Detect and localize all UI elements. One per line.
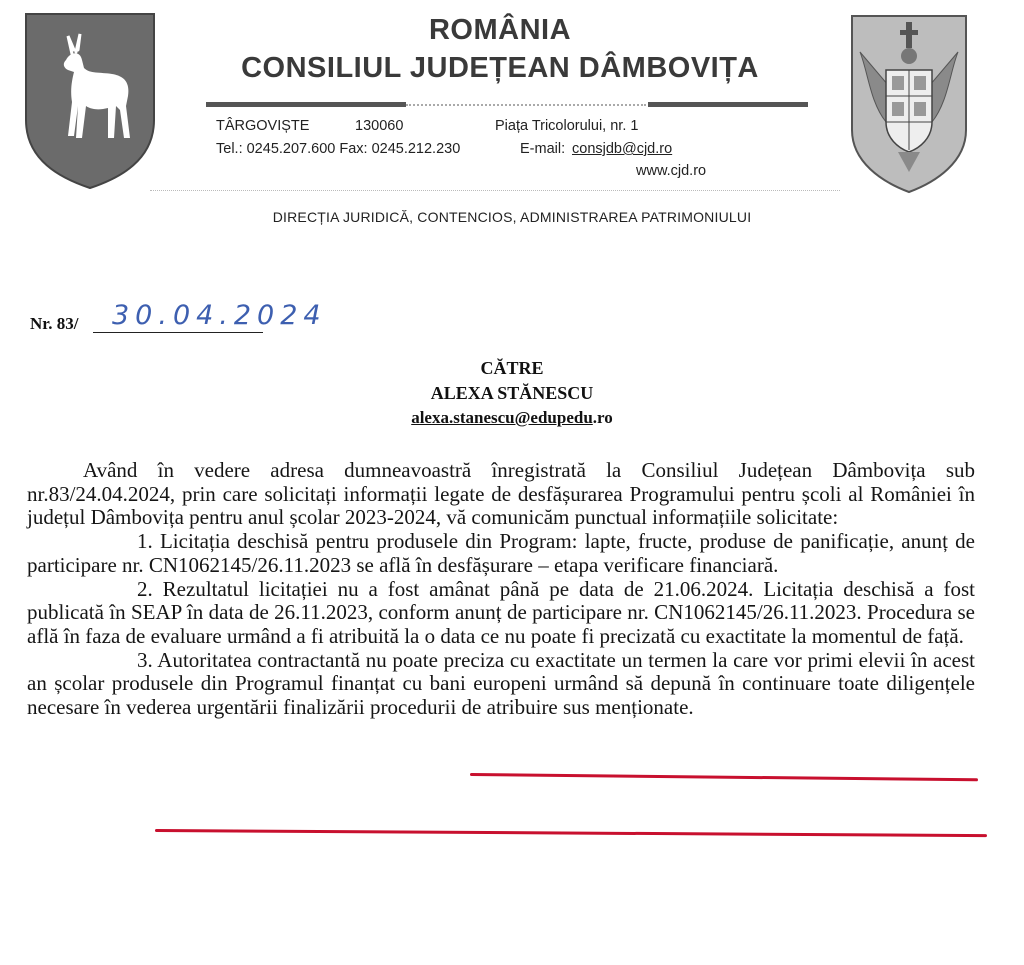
address-city: TÂRGOVIȘTE: [216, 118, 310, 134]
romania-coat-of-arms-icon: [848, 12, 970, 194]
addressee-email: [0, 408, 1024, 428]
reference-number: Nr. 83/: [30, 314, 79, 333]
reference-underline: [93, 332, 263, 333]
red-underline-point-3: [155, 829, 987, 837]
address-street: Piața Tricolorului, nr. 1: [495, 118, 639, 134]
header-bar-left: [206, 102, 406, 107]
point-2-text: 2. Rezultatul licitației nu a fost amânat până pe data de 21.06.2024. Licitația deschisă a fost publicată în SEAP în data de 26.11.2023, conform anunț de participare nr. CN1062145/26.11.2023.: [27, 576, 975, 625]
address-postal-code: 130060: [355, 118, 404, 134]
red-underline-point-2: [470, 773, 978, 781]
phone-fax: Tel.: 0245.207.600 Fax: 0245.212.230: [216, 141, 461, 157]
directorate-name: DIRECȚIA JURIDICĂ, CONTENCIOS, ADMINISTRAREA PATRIMONIULUI: [272, 209, 752, 225]
point-1-paragraph: 1. Licitația deschisă pentru produsele din Program: lapte, fructe, produse de panificație, anunț de participare nr. CN1062145/26.11.2023 se află în desfășurare – etapa verificare financiară.: [27, 529, 975, 577]
institution-title: CONSILIUL JUDEȚEAN DÂMBOVIȚA: [241, 52, 759, 84]
addressee-email-user[interactable]: alexa.stanescu@edupedu: [411, 408, 593, 427]
email-label: E-mail:: [520, 141, 566, 157]
intro-paragraph: Având în vedere adresa dumneavoastră înregistrată la Consiliul Județean Dâmbovița sub nr.83/24.04.2024, prin care solicitați informații legate de desfășurarea Programului pentru școli al României în județul Dâmbovița pentru anul școlar 2023-2024, vă comunicăm punctual informațiile solicitate:: [27, 458, 975, 530]
point-2-highlighted-text: Procedura se află în faza de evaluare urmând a fi atribuită la o data ce nu poate fi precizată cu exactitate la momentul de față.: [27, 600, 975, 648]
header-bar-dotted: [406, 104, 646, 106]
addressee-email-tld: .ro: [592, 408, 613, 427]
header-divider: [150, 190, 840, 191]
addressee-name: ALEXA STĂNESCU: [430, 383, 594, 403]
country-title: ROMÂNIA: [428, 14, 572, 46]
handwritten-date: 30.04.2024: [112, 300, 327, 331]
county-crest-deer-icon: [20, 10, 160, 190]
header-bar-right: [648, 102, 808, 107]
letter-body: [27, 459, 975, 720]
point-3-paragraph: 3. Autoritatea contractantă nu poate preciza cu exactitate un termen la care vor primi elevii în acest an școlar produsele din Programul finanțat cu bani europeni urmând să depună în continuare toate diligențele necesare în vederea urgentării finalizării procedurii de atribuire sus menționate.: [27, 647, 975, 720]
institution-website: www.cjd.ro: [636, 163, 707, 179]
point-2-paragraph: [27, 578, 975, 649]
institution-email-link[interactable]: consjdb@cjd.ro: [572, 141, 673, 157]
addressee-label: CĂTRE: [480, 358, 544, 378]
